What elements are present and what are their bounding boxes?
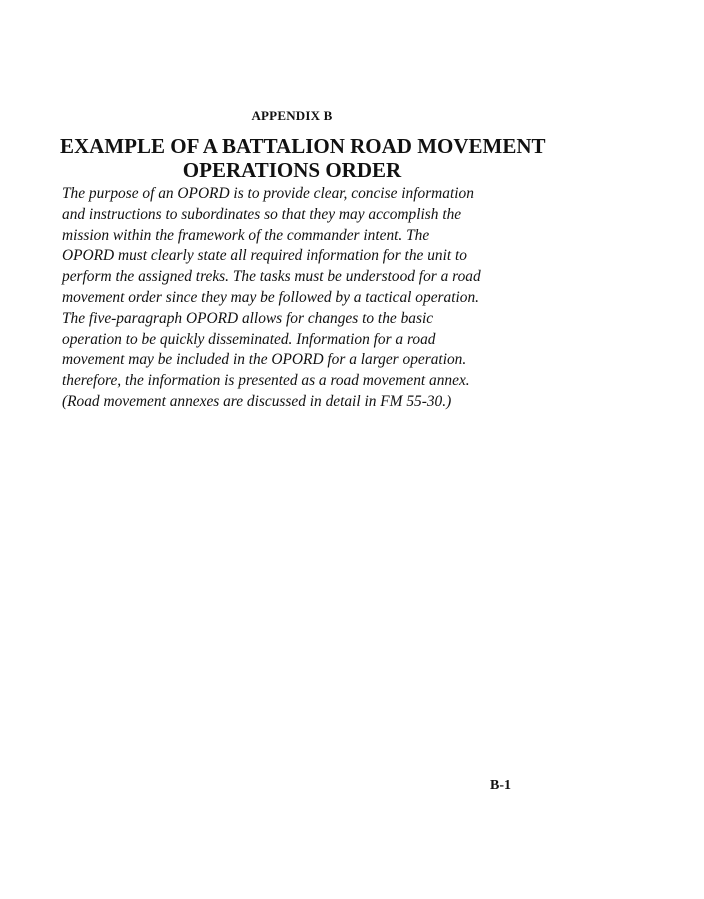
body-line: perform the assigned treks. The tasks must be understood for a road [62, 268, 481, 286]
body-line: (Road movement annexes are discussed in detail in FM 55-30.) [62, 392, 452, 410]
body-line: movement order since they may be followed by a tactical operation. [62, 288, 480, 306]
body-line: The purpose of an OPORD is to provide clear, concise information [62, 185, 474, 202]
body-line: operation to be quickly disseminated. Information for a road [62, 330, 436, 348]
body-line: OPORD must clearly state all required information for the unit to [62, 247, 467, 265]
page-number: B-1 [490, 778, 511, 793]
page-title [60, 134, 546, 182]
title-line: EXAMPLE OF A BATTALION ROAD MOVEMENT [60, 134, 546, 158]
title-line: OPERATIONS ORDER [182, 158, 402, 182]
body-line: mission within the framework of the commander intent. The [62, 226, 430, 244]
body-line: and instructions to subordinates so that they may accomplish the [62, 205, 462, 223]
body-paragraph [62, 184, 532, 413]
appendix-label: APPENDIX B [251, 108, 333, 123]
body-line: movement may be included in the OPORD for a larger operation. [62, 351, 467, 369]
body-line: therefore, the information is presented as a road movement annex. [62, 372, 470, 390]
body-line: The five-paragraph OPORD allows for changes to the basic [62, 309, 434, 327]
